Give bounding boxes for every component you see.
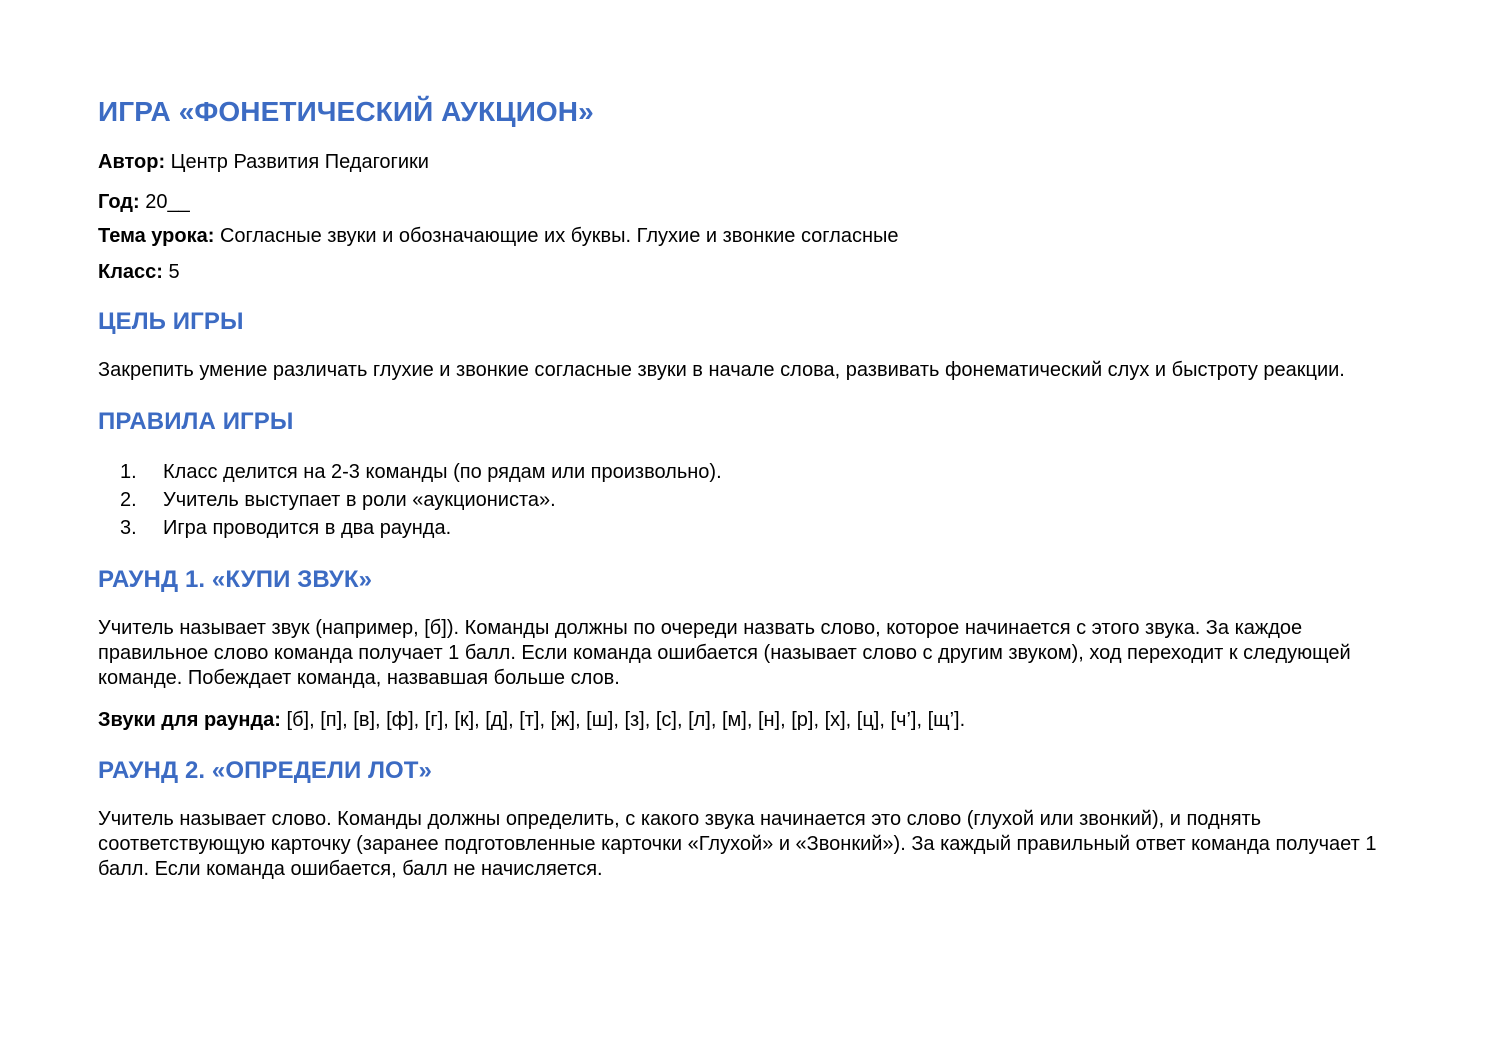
goal-heading: ЦЕЛЬ ИГРЫ — [98, 308, 244, 335]
list-item-number: 2. — [120, 489, 137, 511]
list-item — [98, 486, 1414, 514]
list-item — [98, 458, 1414, 486]
list-item-number: 1. — [120, 461, 137, 483]
topic-line — [98, 224, 1414, 248]
list-item-text: Учитель выступает в роли «аукциониста». — [163, 489, 556, 511]
document-title: ИГРА «ФОНЕТИЧЕСКИЙ АУКЦИОН» — [98, 96, 594, 127]
author-line — [98, 150, 1414, 174]
topic-value: Согласные звуки и обозначающие их буквы. Глухие и звонкие согласные — [214, 225, 899, 247]
list-item-text: Игра проводится в два раунда. — [163, 517, 452, 539]
class-label: Класс: — [98, 261, 163, 283]
year-label: Год: — [98, 191, 140, 213]
class-value: 5 — [162, 261, 180, 283]
year-value: 20__ — [139, 191, 190, 213]
sounds-value: [б], [п], [в], [ф], [г], [к], [д], [т], [ж], [ш], [з], [с], [л], [м], [н], [р], [х], [ц], [ч’], [щ’]. — [280, 709, 966, 731]
list-item-text: Класс делится на 2-3 команды (по рядам или произвольно). — [163, 461, 722, 483]
year-line — [98, 190, 1414, 214]
round2-heading: РАУНД 2. «ОПРЕДЕЛИ ЛОТ» — [98, 757, 432, 784]
round1-sounds — [98, 708, 1414, 733]
class-line — [98, 260, 1414, 284]
round1-text: Учитель называет звук (например, [б]). Команды должны по очереди назвать слово, которое начинается с этого звука. За каждое правильное слово команда получает 1 балл. Если команда ошибается (называет слово с другим звуком), ход переходит к следующей команде. Побеждает команда, назвавшая больше слов. — [98, 617, 1351, 689]
topic-label: Тема урока: — [98, 225, 215, 247]
list-item — [98, 514, 1414, 542]
list-item-number: 3. — [120, 517, 137, 539]
rules-list — [98, 458, 1414, 542]
goal-text: Закрепить умение различать глухие и звонкие согласные звуки в начале слова, развивать фонематический слух и быстроту реакции. — [98, 359, 1345, 381]
round1-heading: РАУНД 1. «КУПИ ЗВУК» — [98, 566, 373, 593]
round2-text: Учитель называет слово. Команды должны определить, с какого звука начинается это слово (глухой или звонкий), и поднять соответствующую карточку (заранее подготовленные карточки «Глухой» и «Звонкий»). За каждый правильный ответ команда получает 1 балл. Если команда ошибается, балл не начисляется. — [98, 808, 1377, 880]
rules-heading: ПРАВИЛА ИГРЫ — [98, 408, 294, 435]
sounds-label: Звуки для раунда: — [98, 709, 281, 731]
author-label: Автор: — [98, 151, 166, 173]
author-value: Центр Развития Педагогики — [165, 151, 429, 173]
